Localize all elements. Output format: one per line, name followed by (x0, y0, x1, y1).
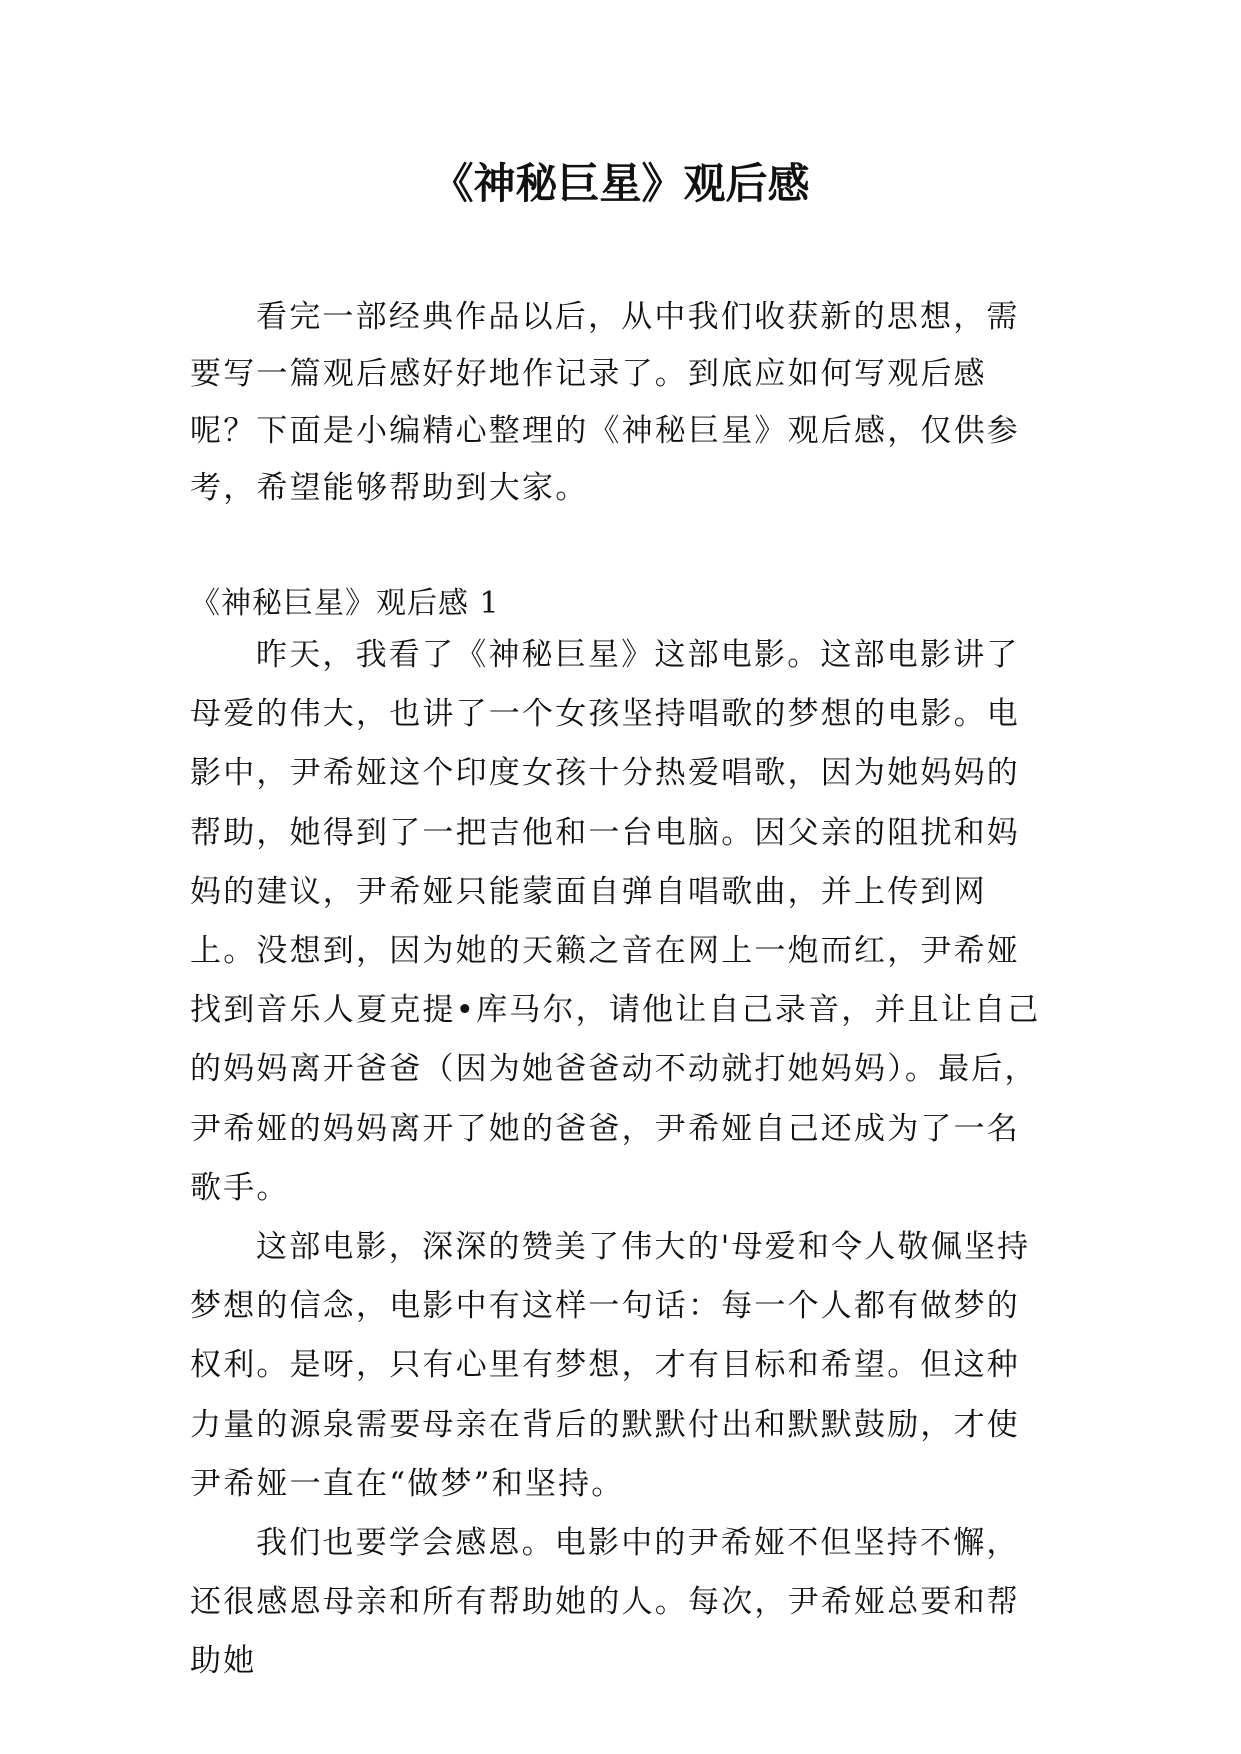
intro-paragraph: 看完一部经典作品以后，从中我们收获新的思想，需要写一篇观后感好好地作记录了。到底应如何写观后感呢？下面是小编精心整理的《神秘巨星》观后感，仅供参考，希望能够帮助到大家。 (190, 299, 1020, 506)
essay-section-1 (190, 582, 1052, 1692)
body-paragraph-3: 我们也要学会感恩。电影中的尹希娅不但坚持不懈，还很感恩母亲和所有帮助她的人。每次，尹希娅总要和帮助她 (190, 1525, 1020, 1680)
body-paragraph-1: 昨天，我看了《神秘巨星》这部电影。这部电影讲了母爱的伟大，也讲了一个女孩坚持唱歌的梦想的电影。电影中，尹希娅这个印度女孩十分热爱唱歌，因为她妈妈的帮助，她得到了一把吉他和一台电脑。因父亲的阻扰和妈妈的建议，尹希娅只能蒙面自弹自唱歌曲，并上传到网上。没想到，因为她的天籁之音在网上一炮而红，尹希娅找到音乐人夏克提•库马尔，请他让自己录音，并且让自己的妈妈离开爸爸（因为她爸爸动不动就打她妈妈）。最后，尹希娅的妈妈离开了她的爸爸，尹希娅自己还成为了一名歌手。 (190, 637, 1041, 1206)
section-heading: 《神秘巨星》观后感 1 (190, 586, 500, 621)
body-paragraph-2: 这部电影，深深的赞美了伟大的'母爱和令人敬佩坚持梦想的信念，电影中有这样一句话：每一个人都有做梦的权利。是呀，只有心里有梦想，才有目标和希望。但这种力量的源泉需要母亲在背后的默默付出和默默鼓励，才使尹希娅一直在“做梦”和坚持。 (190, 1229, 1031, 1502)
intro-block (190, 289, 1052, 517)
document-title: 《神秘巨星》观后感 (431, 159, 810, 208)
